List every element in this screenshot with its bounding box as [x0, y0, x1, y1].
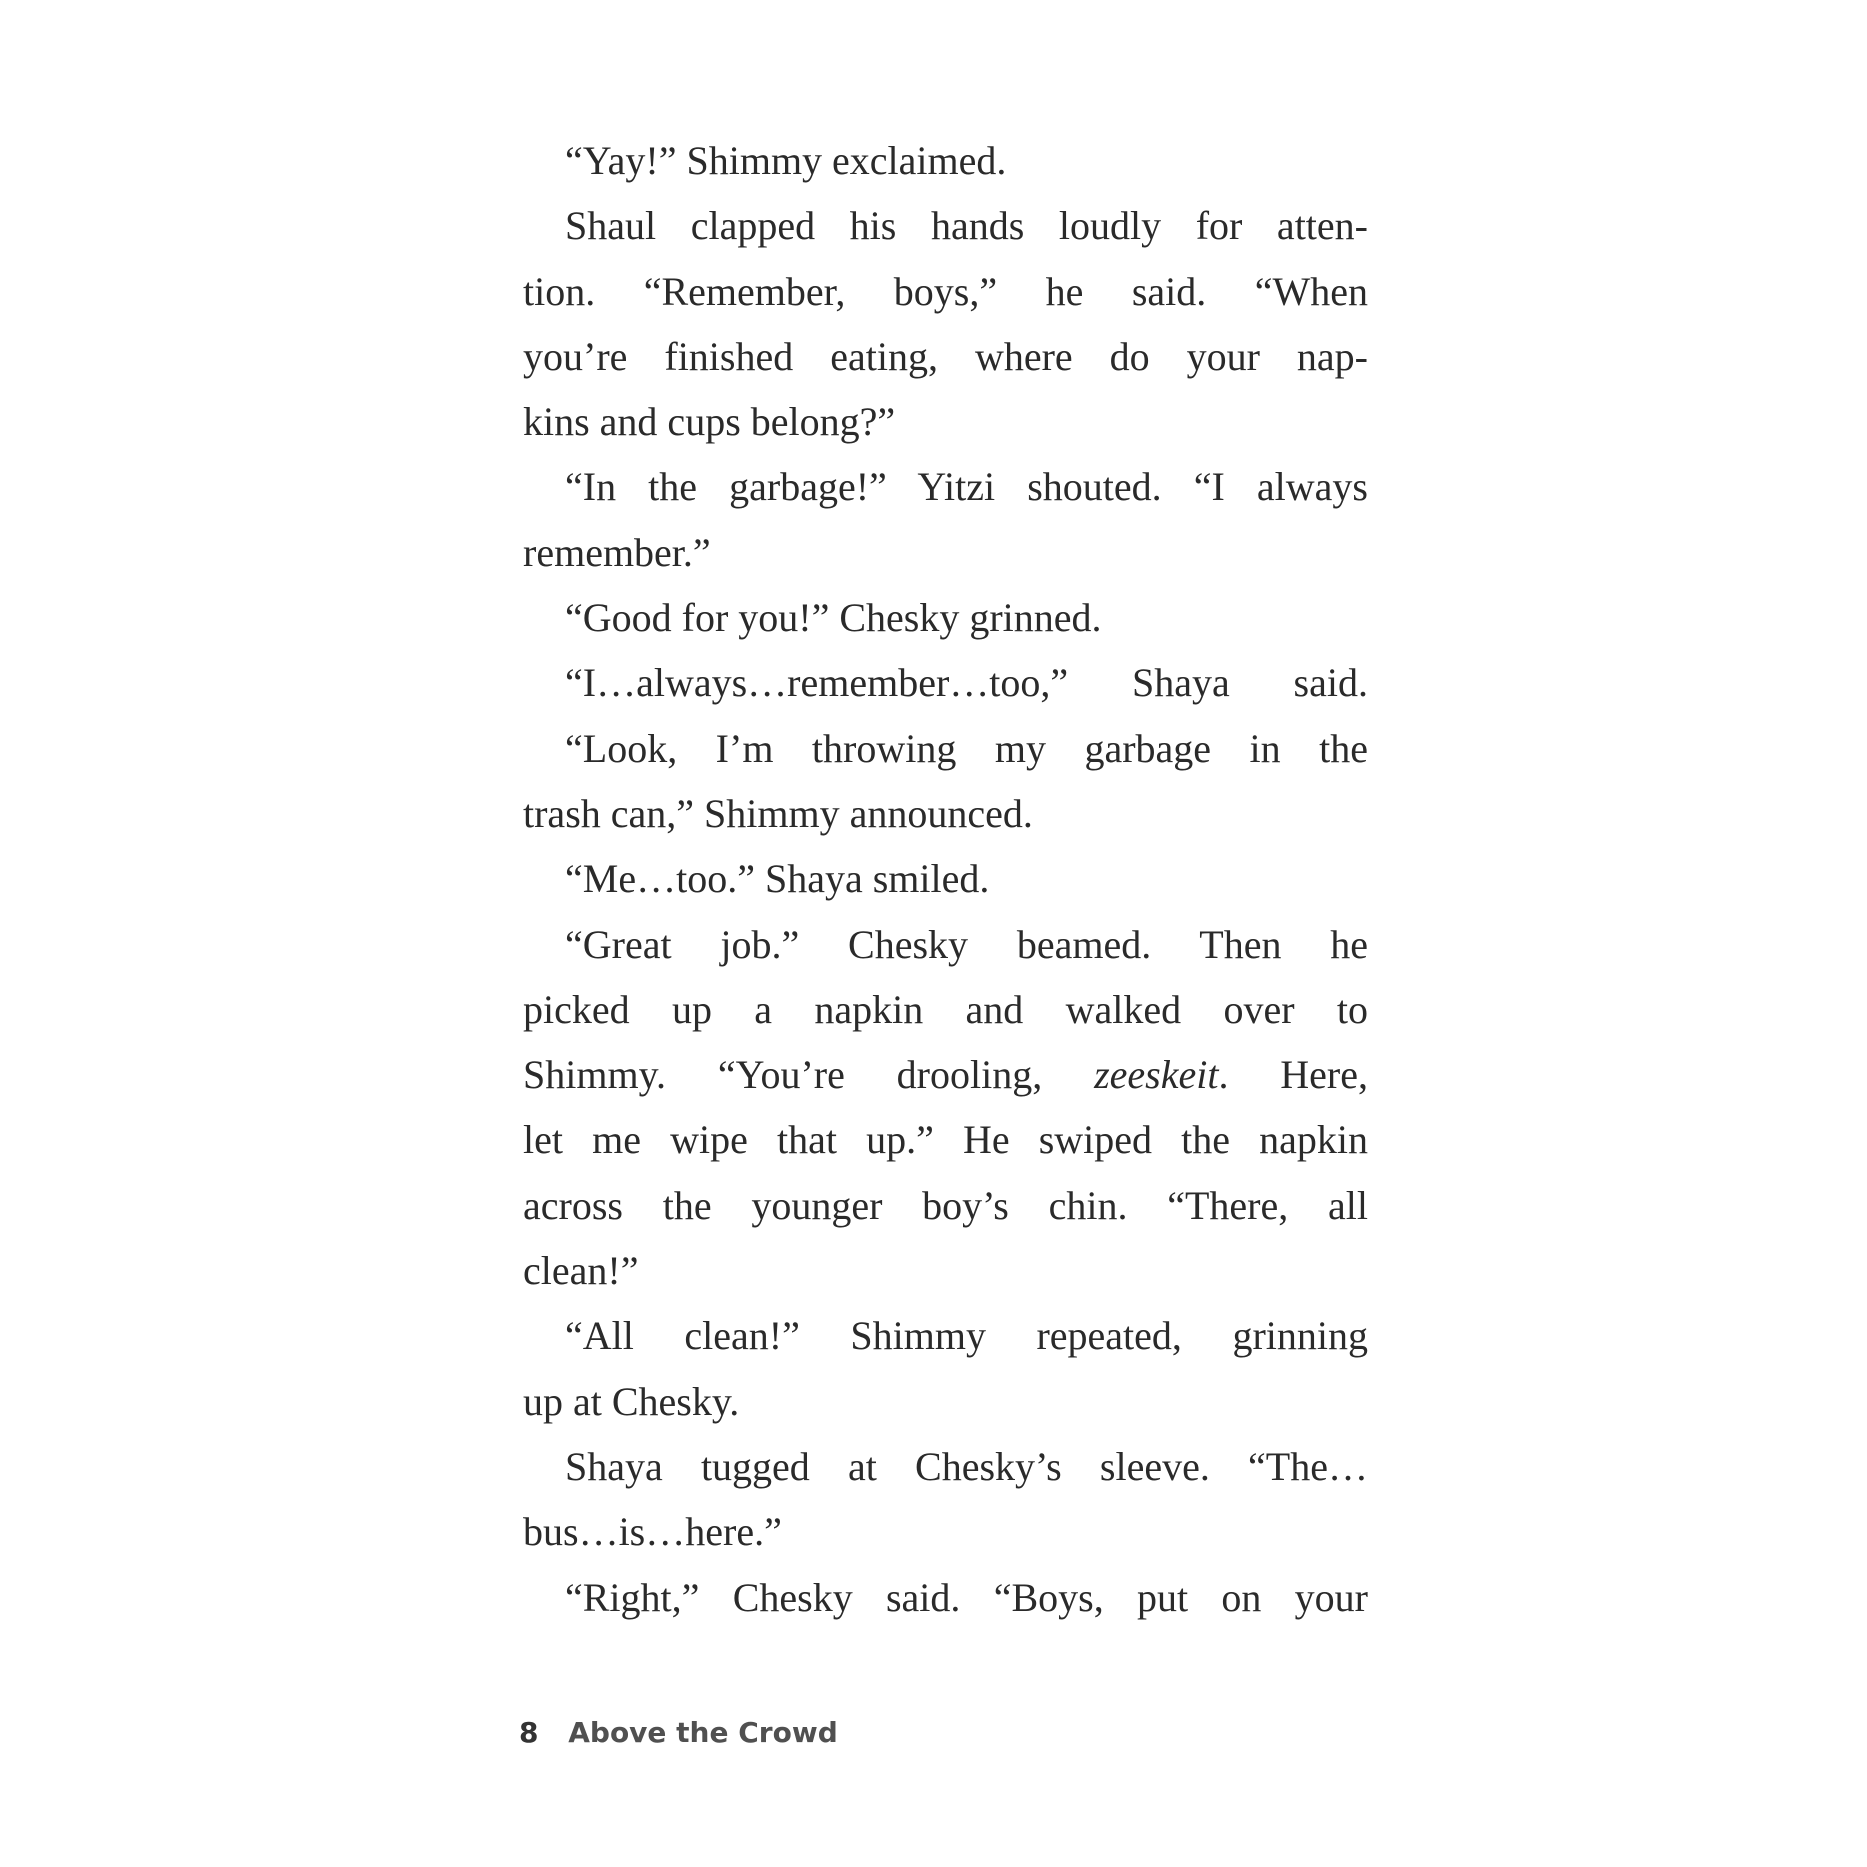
- text-line: tion. “Remember, boys,” he said. “When: [523, 268, 1368, 314]
- text-line: picked up a napkin and walked over to: [523, 986, 1368, 1032]
- text-line: “Right,” Chesky said. “Boys, put on your: [565, 1574, 1368, 1620]
- page-footer: [519, 1713, 838, 1753]
- text-line: let me wipe that up.” He swiped the napkin: [523, 1117, 1368, 1163]
- page-number: 8: [519, 1716, 539, 1749]
- text-line: “All clean!” Shimmy repeated, grinning: [565, 1313, 1368, 1359]
- text-line: you’re finished eating, where do your nap-: [523, 333, 1368, 379]
- text-line: “Great job.” Chesky beamed. Then he: [565, 921, 1368, 967]
- text-line: across the younger boy’s chin. “There, all: [523, 1182, 1368, 1228]
- text-line: Shaul clapped his hands loudly for atten-: [565, 203, 1368, 249]
- text-line: trash can,” Shimmy announced.: [523, 790, 1033, 836]
- text-line: “Me…too.” Shaya smiled.: [565, 856, 990, 902]
- italic-word: zeeskeit: [1094, 1052, 1219, 1098]
- text-line: “Yay!” Shimmy exclaimed.: [565, 138, 1007, 183]
- text-line: clean!”: [523, 1248, 639, 1294]
- text-line: Shimmy. “You’re drooling, zeeskeit. Here,: [523, 1052, 1368, 1098]
- text-line: bus…is…here.”: [523, 1509, 782, 1555]
- text-line: up at Chesky.: [523, 1378, 740, 1424]
- text-line: “Look, I’m throwing my garbage in the: [565, 725, 1368, 771]
- text-line: remember.”: [523, 529, 711, 575]
- text-line: Shaya tugged at Chesky’s sleeve. “The…: [565, 1443, 1368, 1489]
- text-line: kins and cups belong?”: [523, 399, 896, 445]
- text-line: “Good for you!” Chesky grinned.: [565, 595, 1102, 641]
- text-line: “I…always…remember…too,” Shaya said.: [565, 660, 1368, 706]
- body-text: [523, 128, 1368, 1630]
- text-line: “In the garbage!” Yitzi shouted. “I always: [565, 464, 1368, 510]
- running-title: Above the Crowd: [568, 1716, 838, 1749]
